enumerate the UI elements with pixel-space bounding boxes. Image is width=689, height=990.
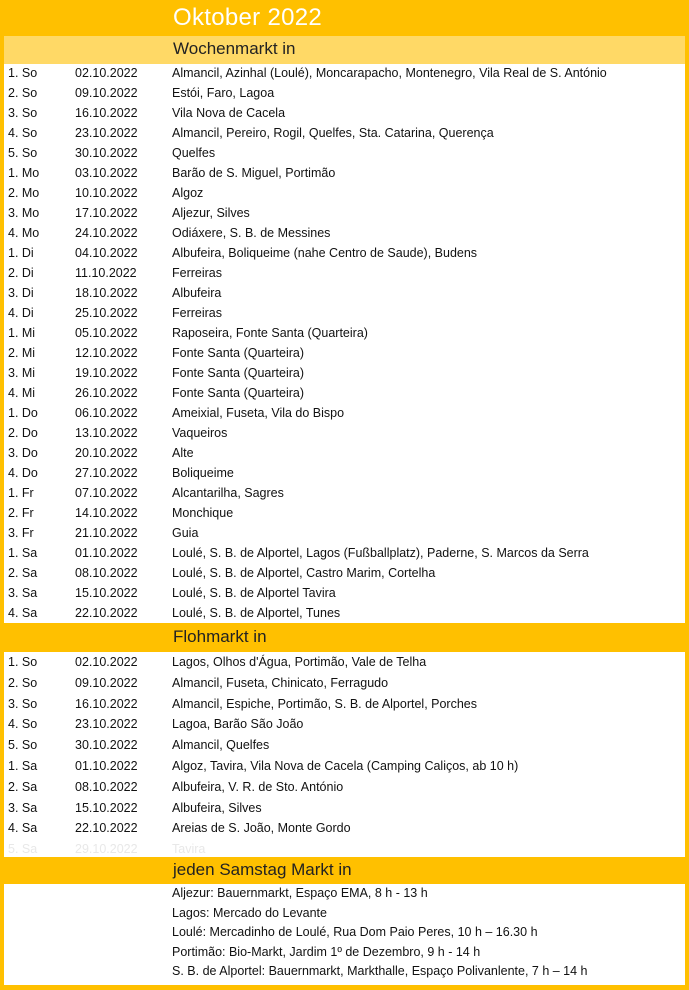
day-label: 2. Mi bbox=[8, 346, 36, 360]
table-row bbox=[4, 386, 685, 406]
date-cell: 25.10.2022 bbox=[75, 306, 138, 320]
day-label: 4. Sa bbox=[8, 821, 38, 836]
table-row bbox=[4, 506, 685, 526]
date-cell: 02.10.2022 bbox=[75, 655, 138, 669]
day-label: 1. Sa bbox=[8, 759, 38, 773]
places-cell: Albufeira bbox=[172, 286, 222, 300]
places-cell: Vaqueiros bbox=[172, 426, 228, 440]
day-label: 1. Mo bbox=[8, 166, 40, 180]
places-cell: Ferreiras bbox=[172, 266, 223, 280]
places-cell: Albufeira, Silves bbox=[172, 800, 262, 815]
day-label: 1. Sa bbox=[8, 546, 38, 560]
table-row bbox=[4, 697, 685, 718]
places-cell: Fonte Santa (Quarteira) bbox=[172, 386, 305, 400]
places-cell: Guia bbox=[172, 526, 199, 540]
day-label: 2. So bbox=[8, 675, 38, 690]
day-label: 4. So bbox=[8, 717, 38, 732]
places-cell: Quelfes bbox=[172, 146, 216, 160]
date-cell: 23.10.2022 bbox=[75, 717, 138, 732]
table-row bbox=[4, 606, 685, 626]
places-cell: Lagoa, Barão São João bbox=[172, 717, 304, 732]
date-cell: 16.10.2022 bbox=[75, 106, 138, 120]
table-row bbox=[4, 738, 685, 759]
places-cell: Loulé, S. B. de Alportel, Lagos (Fußballplatz), Paderne, S. Marcos da Serra bbox=[172, 546, 589, 560]
day-label: 4. So bbox=[8, 126, 38, 140]
places-cell: Lagos, Olhos d'Água, Portimão, Vale de Telha bbox=[172, 655, 427, 669]
day-label: 1. So bbox=[8, 66, 38, 80]
table-row bbox=[4, 66, 685, 86]
day-label: 1. So bbox=[8, 655, 38, 669]
places-cell: Ameixial, Fuseta, Vila do Bispo bbox=[172, 406, 345, 420]
table-row bbox=[4, 466, 685, 486]
table-row bbox=[4, 717, 685, 738]
table-row bbox=[4, 186, 685, 206]
day-label: 2. Do bbox=[8, 426, 38, 440]
flohmarkt-heading-bar bbox=[4, 624, 685, 652]
table-row bbox=[4, 406, 685, 426]
table-row bbox=[4, 86, 685, 106]
places-cell: Alcantarilha, Sagres bbox=[172, 486, 284, 500]
date-cell: 14.10.2022 bbox=[75, 506, 138, 520]
table-row bbox=[4, 801, 685, 822]
day-label: 3. Fr bbox=[8, 526, 34, 540]
table-row bbox=[4, 226, 685, 246]
date-cell: 30.10.2022 bbox=[75, 146, 138, 160]
day-label: 2. Sa bbox=[8, 566, 38, 580]
day-label: 3. So bbox=[8, 106, 38, 120]
places-cell: Tavira bbox=[172, 842, 206, 857]
wochenmarkt-section bbox=[4, 36, 685, 623]
day-label: 5. So bbox=[8, 738, 38, 753]
market-info-line: Aljezur: Bauernmarkt, Espaço EMA, 8 h - 13 h bbox=[172, 886, 428, 900]
day-label: 4. Do bbox=[8, 466, 38, 480]
places-cell: Almancil, Quelfes bbox=[172, 738, 270, 753]
table-row bbox=[4, 166, 685, 186]
date-cell: 22.10.2022 bbox=[75, 821, 138, 836]
table-row bbox=[4, 326, 685, 346]
samstag-section bbox=[4, 884, 685, 985]
day-label: 4. Mo bbox=[8, 226, 40, 240]
places-cell: Raposeira, Fonte Santa (Quarteira) bbox=[172, 326, 368, 340]
table-row bbox=[4, 126, 685, 146]
day-label: 2. Di bbox=[8, 266, 34, 280]
places-cell: Almancil, Espiche, Portimão, S. B. de Alportel, Porches bbox=[172, 696, 477, 711]
places-cell: Algoz, Tavira, Vila Nova de Cacela (Camping Caliços, ab 10 h) bbox=[172, 759, 519, 773]
date-cell: 24.10.2022 bbox=[75, 226, 138, 240]
table-row bbox=[4, 446, 685, 466]
date-cell: 29.10.2022 bbox=[75, 842, 138, 857]
places-cell: Monchique bbox=[172, 506, 234, 520]
table-row bbox=[4, 106, 685, 126]
flohmarkt-section bbox=[4, 652, 685, 857]
market-info-line: Loulé: Mercadinho de Loulé, Rua Dom Paio Peres, 10 h – 16.30 h bbox=[172, 925, 538, 940]
places-cell: Loulé, S. B. de Alportel, Tunes bbox=[172, 606, 341, 620]
date-cell: 13.10.2022 bbox=[75, 426, 138, 440]
market-info-line: Portimão: Bio-Markt, Jardim 1º de Dezembro, 9 h - 14 h bbox=[172, 944, 481, 959]
places-cell: Vila Nova de Cacela bbox=[172, 106, 286, 120]
day-label: 3. Do bbox=[8, 446, 38, 460]
market-info-line: Lagos: Mercado do Levante bbox=[172, 905, 327, 920]
table-row bbox=[4, 286, 685, 306]
date-cell: 05.10.2022 bbox=[75, 326, 138, 340]
flohmarkt-heading: Flohmarkt in bbox=[173, 627, 267, 646]
table-row bbox=[4, 146, 685, 166]
date-cell: 12.10.2022 bbox=[75, 346, 138, 360]
day-label: 3. Sa bbox=[8, 800, 38, 815]
page-title-bar bbox=[0, 0, 689, 36]
date-cell: 11.10.2022 bbox=[75, 266, 137, 280]
wochenmarkt-heading: Wochenmarkt in bbox=[173, 39, 296, 58]
table-row bbox=[4, 546, 685, 566]
date-cell: 17.10.2022 bbox=[75, 206, 138, 220]
date-cell: 10.10.2022 bbox=[75, 186, 138, 200]
date-cell: 15.10.2022 bbox=[75, 800, 138, 815]
table-row bbox=[4, 655, 685, 676]
table-row bbox=[4, 676, 685, 697]
date-cell: 22.10.2022 bbox=[75, 606, 138, 620]
day-label: 2. Sa bbox=[8, 779, 38, 794]
places-cell: Almancil, Pereiro, Rogil, Quelfes, Sta. Catarina, Querença bbox=[172, 126, 494, 140]
date-cell: 26.10.2022 bbox=[75, 386, 138, 400]
date-cell: 15.10.2022 bbox=[75, 586, 138, 600]
date-cell: 09.10.2022 bbox=[75, 86, 138, 100]
day-label: 5. So bbox=[8, 146, 38, 160]
date-cell: 03.10.2022 bbox=[75, 166, 138, 180]
places-cell: Ferreiras bbox=[172, 306, 223, 320]
day-label: 5. Sa bbox=[8, 842, 38, 857]
date-cell: 06.10.2022 bbox=[75, 406, 138, 420]
table-row bbox=[4, 526, 685, 546]
date-cell: 19.10.2022 bbox=[75, 366, 138, 380]
date-cell: 20.10.2022 bbox=[75, 446, 138, 460]
places-cell: Fonte Santa (Quarteira) bbox=[172, 366, 305, 380]
places-cell: Albufeira, Boliqueime (nahe Centro de Saude), Budens bbox=[172, 246, 478, 260]
places-cell: Albufeira, V. R. de Sto. António bbox=[172, 779, 344, 794]
table-row bbox=[4, 821, 685, 842]
table-row bbox=[4, 266, 685, 286]
day-label: 4. Di bbox=[8, 306, 34, 320]
places-cell: Algoz bbox=[172, 186, 204, 200]
day-label: 1. Mi bbox=[8, 326, 36, 340]
places-cell: Loulé, S. B. de Alportel, Castro Marim, Cortelha bbox=[172, 566, 436, 580]
date-cell: 08.10.2022 bbox=[75, 779, 138, 794]
places-cell: Estói, Faro, Lagoa bbox=[172, 86, 275, 100]
date-cell: 23.10.2022 bbox=[75, 126, 138, 140]
table-row bbox=[4, 486, 685, 506]
day-label: 2. Fr bbox=[8, 506, 34, 520]
places-cell: Barão de S. Miguel, Portimão bbox=[172, 166, 336, 180]
day-label: 3. Di bbox=[8, 286, 34, 300]
table-row bbox=[4, 246, 685, 266]
day-label: 3. Mi bbox=[8, 366, 36, 380]
places-cell: Alte bbox=[172, 446, 194, 460]
day-label: 3. Sa bbox=[8, 586, 38, 600]
date-cell: 21.10.2022 bbox=[75, 526, 138, 540]
date-cell: 18.10.2022 bbox=[75, 286, 138, 300]
table-row bbox=[4, 566, 685, 586]
places-cell: Fonte Santa (Quarteira) bbox=[172, 346, 305, 360]
day-label: 2. So bbox=[8, 86, 38, 100]
day-label: 2. Mo bbox=[8, 186, 40, 200]
date-cell: 01.10.2022 bbox=[75, 759, 138, 773]
date-cell: 08.10.2022 bbox=[75, 566, 138, 580]
samstag-heading-bar bbox=[4, 857, 685, 885]
date-cell: 02.10.2022 bbox=[75, 66, 138, 80]
places-cell: Almancil, Fuseta, Chinicato, Ferragudo bbox=[172, 675, 389, 690]
table-row bbox=[4, 586, 685, 606]
table-row bbox=[4, 206, 685, 226]
places-cell: Aljezur, Silves bbox=[172, 206, 250, 220]
date-cell: 01.10.2022 bbox=[75, 546, 138, 560]
table-row bbox=[4, 759, 685, 780]
table-row bbox=[4, 426, 685, 446]
date-cell: 09.10.2022 bbox=[75, 675, 138, 690]
table-row bbox=[4, 346, 685, 366]
places-cell: Odiáxere, S. B. de Messines bbox=[172, 226, 331, 240]
places-cell: Areias de S. João, Monte Gordo bbox=[172, 821, 351, 836]
date-cell: 30.10.2022 bbox=[75, 738, 138, 753]
table-row bbox=[4, 306, 685, 326]
day-label: 3. Mo bbox=[8, 206, 40, 220]
day-label: 1. Fr bbox=[8, 486, 34, 500]
date-cell: 16.10.2022 bbox=[75, 696, 138, 711]
day-label: 4. Sa bbox=[8, 606, 38, 620]
market-info-line: S. B. de Alportel: Bauernmarkt, Markthalle, Espaço Polivanlente, 7 h – 14 h bbox=[172, 964, 588, 979]
day-label: 3. So bbox=[8, 696, 38, 711]
places-cell: Boliqueime bbox=[172, 466, 234, 480]
places-cell: Almancil, Azinhal (Loulé), Moncarapacho, Montenegro, Vila Real de S. António bbox=[172, 66, 607, 80]
wochenmarkt-heading-bar bbox=[4, 36, 685, 64]
day-label: 1. Di bbox=[8, 246, 34, 260]
day-label: 1. Do bbox=[8, 406, 38, 420]
table-row bbox=[4, 366, 685, 386]
table-row bbox=[4, 780, 685, 801]
date-cell: 27.10.2022 bbox=[75, 466, 138, 480]
date-cell: 04.10.2022 bbox=[75, 246, 138, 260]
places-cell: Loulé, S. B. de Alportel Tavira bbox=[172, 586, 336, 600]
samstag-heading: jeden Samstag Markt in bbox=[173, 860, 352, 879]
day-label: 4. Mi bbox=[8, 386, 36, 400]
page-title: Oktober 2022 bbox=[173, 4, 323, 31]
date-cell: 07.10.2022 bbox=[75, 486, 138, 500]
